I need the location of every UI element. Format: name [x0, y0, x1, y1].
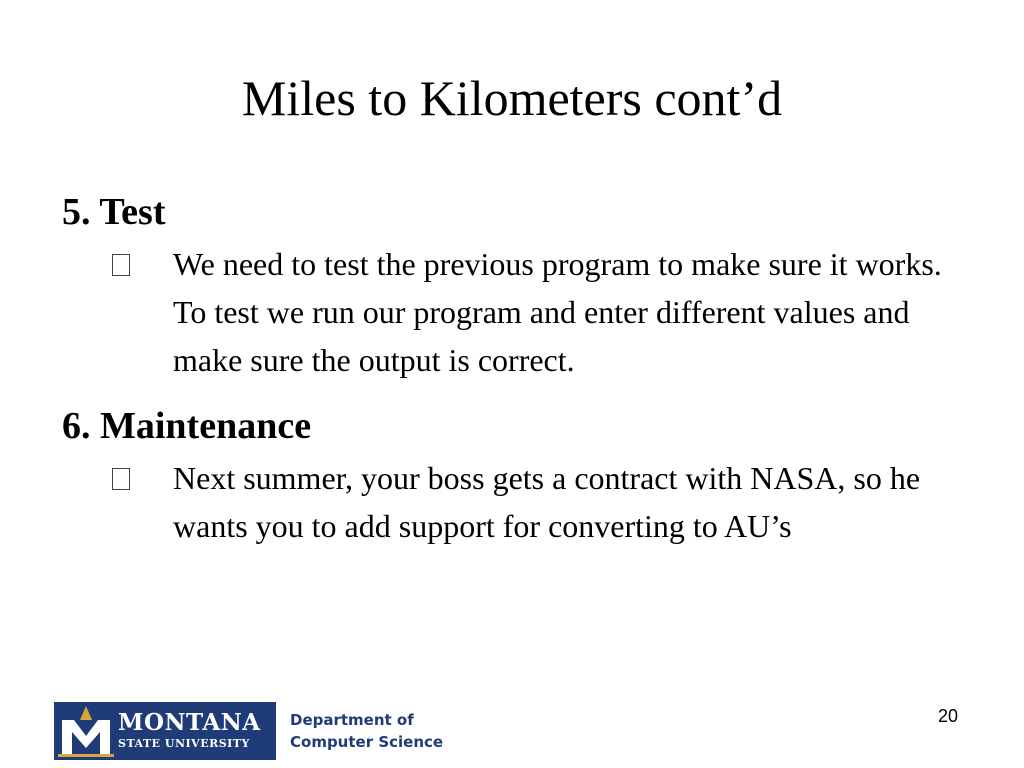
msu-logo-block — [54, 702, 276, 760]
bullet-item — [62, 240, 982, 384]
bullet-marker-icon — [112, 254, 130, 276]
bullet-text: Next summer, your boss gets a contract with NASA, so he wants you to add support for converting to AU’s — [173, 460, 921, 544]
slide-content — [62, 188, 982, 568]
logo-words — [118, 702, 261, 760]
dept-line-1: Department of — [290, 711, 414, 729]
msu-mountain-m-icon — [54, 702, 118, 760]
footer-logo — [54, 702, 443, 760]
bullet-item — [62, 454, 982, 550]
slide-title: Miles to Kilometers cont’d — [241, 70, 783, 126]
section-maintenance — [62, 402, 982, 550]
bullet-text: We need to test the previous program to make sure it works. To test we run our program and enter different values and make sure the output is correct. — [173, 246, 942, 378]
dept-line-2: Computer Science — [290, 733, 444, 751]
section-heading: 5. Test — [62, 191, 166, 233]
logo-montana-text: MONTANA — [118, 709, 261, 736]
department-label — [290, 702, 443, 760]
logo-state-university-text: STATE UNIVERSITY — [118, 737, 250, 750]
section-test — [62, 188, 982, 384]
bullet-marker-icon — [112, 468, 130, 490]
section-heading: 6. Maintenance — [62, 405, 312, 447]
page-number: 20 — [937, 706, 959, 726]
